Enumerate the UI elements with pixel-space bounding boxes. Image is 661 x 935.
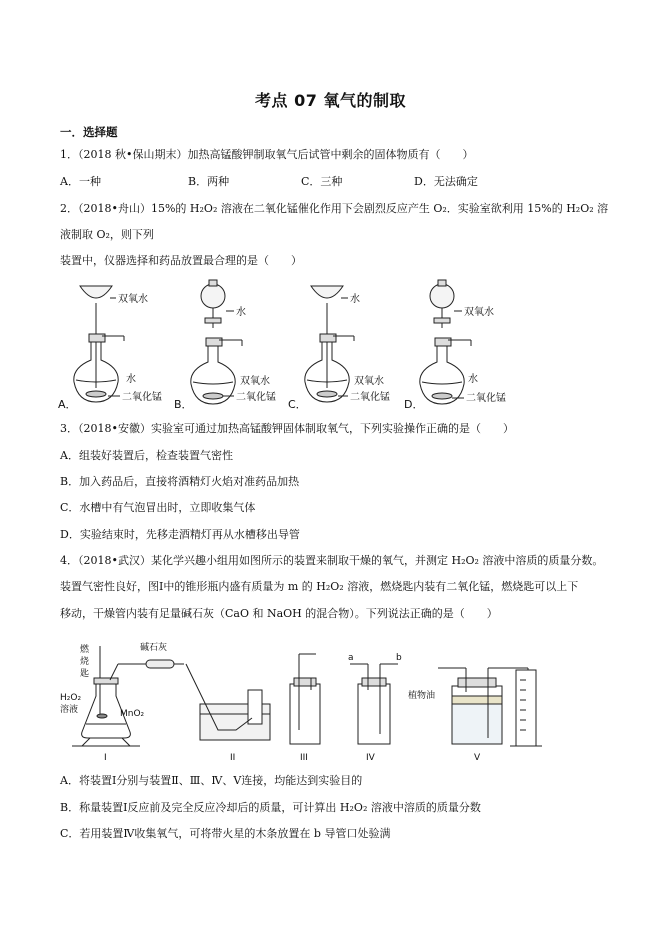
q2-line-3: 装置中，仪器选择和药品放置最合理的是（ ） — [60, 254, 302, 267]
apparatus-b — [191, 280, 242, 404]
q4-line-1: 4．（2018•武汉）某化学兴趣小组用如图所示的装置来制取干燥的氧气，并测定 H₂O₂ 溶液中溶质的质量分数。 — [60, 554, 604, 567]
q1-option-c: C．三种 — [301, 175, 343, 188]
q3-option-a: A．组装好装置后，检查装置气密性 — [60, 449, 233, 462]
q3-option-c: C．水槽中有气泡冒出时，立即收集气体 — [60, 501, 256, 514]
apparatus-iii — [290, 654, 320, 744]
port-b-label: b — [396, 653, 402, 663]
q4-option-b: B．称量装置Ⅰ反应前及完全反应冷却后的质量，可计算出 H₂O₂ 溶液中溶质的质量分数 — [60, 801, 481, 814]
label-a-top: 双氧水 — [118, 294, 148, 305]
letter-d: D． — [404, 398, 424, 411]
oil-label: 植物油 — [408, 691, 436, 701]
label-d-bottom2: 二氧化锰 — [466, 393, 506, 404]
numeral-iii: III — [300, 753, 308, 763]
q4-option-a: A．将装置Ⅰ分别与装置Ⅱ、Ⅲ、Ⅳ、Ⅴ连接，均能达到实验目的 — [60, 774, 363, 787]
q4-line-2: 装置气密性良好，图Ⅰ中的锥形瓶内盛有质量为 m 的 H₂O₂ 溶液，燃烧匙内装有二氧化锰，燃烧匙可以上下 — [60, 580, 579, 593]
label-a-bottom2: 二氧化锰 — [122, 392, 162, 403]
label-b-bottom1: 双氧水 — [240, 376, 270, 387]
apparatus-ii — [186, 664, 270, 740]
numeral-i: I — [104, 753, 107, 763]
h2o2-label-1: H₂O₂ — [60, 693, 82, 703]
q1-option-d: D．无法确定 — [414, 175, 478, 188]
q3-option-d: D．实验结束时，先移走酒精灯再从水槽移出导管 — [60, 528, 300, 541]
spoon-label-2: 烧 — [80, 657, 90, 667]
apparatus-iv — [350, 664, 398, 744]
q4-line-3: 移动，干燥管内装有足量碱石灰（CaO 和 NaOH 的混合物）。下列说法正确的是（ ） — [60, 607, 498, 620]
q4-apparatus-figure — [58, 634, 558, 764]
spoon-label-1: 燃 — [80, 645, 90, 655]
spoon-label-3: 匙 — [80, 669, 90, 679]
label-c-top: 水 — [350, 294, 360, 305]
q2-line-2: 液制取 O₂，则下列 — [60, 228, 154, 241]
apparatus-d — [420, 280, 471, 404]
numeral-v: V — [474, 753, 481, 763]
q1-option-b: B．两种 — [188, 175, 230, 188]
apparatus-v — [438, 668, 542, 746]
q3-stem: 3．（2018•安徽）实验室可通过加热高锰酸钾固体制取氧气，下列实验操作正确的是（ ） — [60, 422, 514, 435]
q1-option-a: A．一种 — [60, 175, 101, 188]
letter-b: B． — [174, 398, 193, 411]
apparatus-c — [305, 286, 354, 402]
label-d-top: 双氧水 — [464, 307, 494, 318]
page-title: 考点 07 氧气的制取 — [255, 91, 406, 110]
soda-lime-label: 碱石灰 — [140, 643, 168, 653]
label-b-bottom2: 二氧化锰 — [236, 392, 276, 403]
port-a-label: a — [348, 653, 354, 663]
h2o2-label-2: 溶液 — [60, 705, 79, 715]
q3-option-b: B．加入药品后，直接将酒精灯火焰对准药品加热 — [60, 475, 300, 488]
mno2-label: MnO₂ — [120, 709, 145, 719]
numeral-iv: IV — [366, 753, 375, 763]
numeral-ii: II — [230, 753, 236, 763]
letter-a: A． — [58, 398, 77, 411]
q1-stem: 1．（2018 秋•保山期末）加热高锰酸钾制取氧气后试管中剩余的固体物质有（ ） — [60, 148, 474, 161]
q4-option-c: C．若用装置Ⅳ收集氧气，可将带火星的木条放置在 b 导管口处验满 — [60, 827, 391, 840]
label-c-bottom1: 双氧水 — [354, 376, 384, 387]
apparatus-a — [74, 286, 124, 402]
label-d-bottom1: 水 — [468, 374, 478, 385]
label-c-bottom2: 二氧化锰 — [350, 392, 390, 403]
label-a-bottom1: 水 — [126, 374, 136, 385]
q2-apparatus-figure — [58, 276, 528, 414]
letter-c: C． — [288, 398, 307, 411]
label-b-top: 水 — [236, 307, 246, 318]
q2-line-1: 2．（2018•舟山）15%的 H₂O₂ 溶液在二氧化锰催化作用下会剧烈反应产生 O₂．实验室欲利用 15%的 H₂O₂ 溶 — [60, 202, 609, 215]
section-heading: 一．选择题 — [60, 125, 118, 139]
